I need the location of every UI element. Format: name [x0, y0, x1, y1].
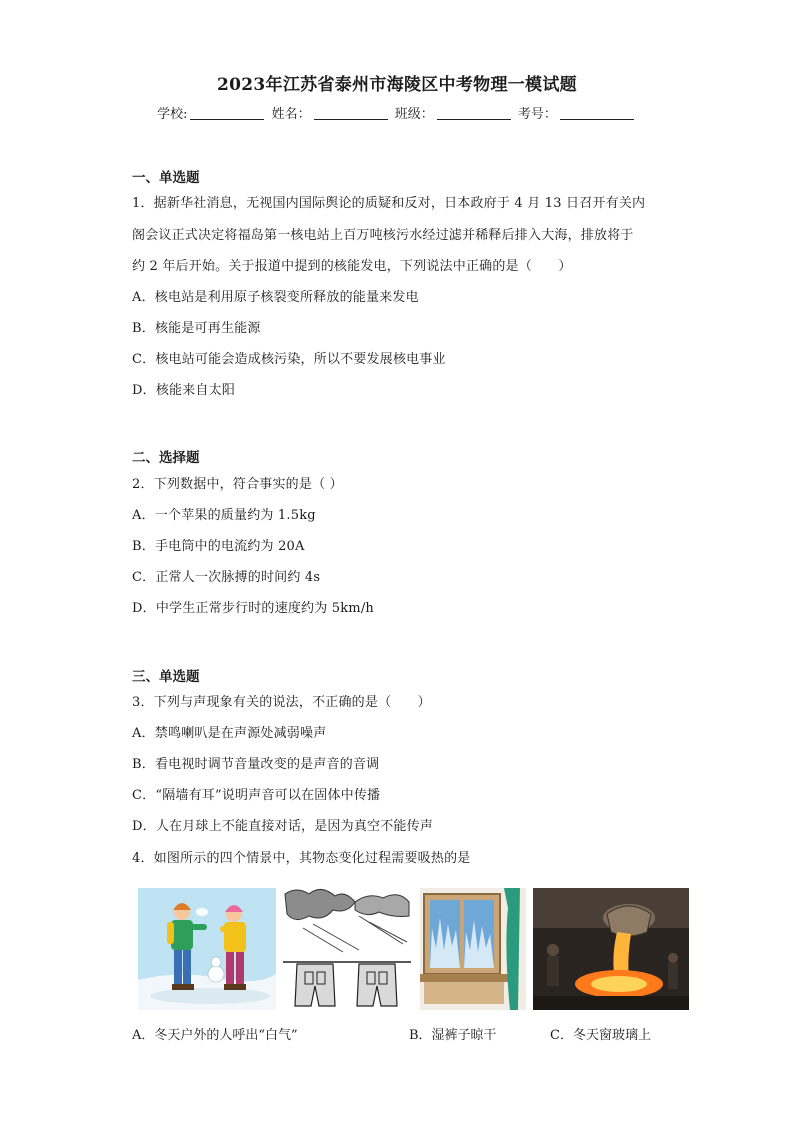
- q1-stem-line: 1．据新华社消息，无视国内国际舆论的质疑和反对，日本政府于 4 月 13 日召开有关内: [132, 196, 646, 211]
- q3-option-a: A．禁鸣喇叭是在声源处减弱噪声: [132, 726, 327, 741]
- q2-option-b: B．手电筒中的电流约为 20A: [132, 539, 305, 554]
- name-blank[interactable]: [314, 105, 388, 120]
- q4-stem: 4．如图所示的四个情景中，其物态变化过程需要吸热的是: [132, 851, 471, 866]
- figure-frosted-window: [420, 888, 526, 1010]
- figure-molten-metal: [533, 888, 689, 1010]
- section-heading: 三、单选题: [132, 669, 200, 685]
- q3-option-b: B．看电视时调节音量改变的是声音的音调: [132, 757, 380, 772]
- section-heading: 一、单选题: [132, 170, 200, 186]
- student-info-line: [0, 103, 794, 122]
- q2-option-c: C．正常人一次脉搏的时间约 4s: [132, 570, 321, 585]
- q4-figure-row: [0, 888, 794, 1010]
- q2-option-d: D．中学生正常步行时的速度约为 5km/h: [132, 601, 374, 616]
- name-label: 姓名：: [271, 107, 311, 122]
- q1-stem-line: 约 2 年后开始。关于报道中提到的核能发电，下列说法中正确的是（ ）: [132, 259, 572, 274]
- q2-stem: 2．下列数据中，符合事实的是（ ）: [132, 477, 343, 492]
- class-blank[interactable]: [437, 105, 511, 120]
- school-blank[interactable]: [190, 105, 264, 120]
- q4-caption-b: B．湿裤子晾干: [409, 1028, 497, 1043]
- section-heading: 二、选择题: [132, 450, 200, 466]
- page-title: 2023年江苏省泰州市海陵区中考物理一模试题: [217, 75, 577, 95]
- q1-stem-line: 阁会议正式决定将福岛第一核电站上百万吨核污水经过滤并稀释后排入大海，排放将于: [132, 228, 634, 243]
- q1-option-c: C．核电站可能会造成核污染，所以不要发展核电事业: [132, 352, 446, 367]
- q3-option-d: D．人在月球上不能直接对话，是因为真空不能传声: [132, 819, 434, 834]
- q1-option-a: A．核电站是利用原子核裂变所释放的能量来发电: [132, 290, 419, 305]
- school-label: 学校:: [157, 107, 188, 122]
- figure-children-in-snow: [138, 888, 276, 1010]
- q4-caption-c: C．冬天窗玻璃上: [550, 1028, 651, 1043]
- figure-wet-pants-drying: [283, 888, 411, 1010]
- q1-option-d: D．核能来自太阳: [132, 383, 236, 398]
- q3-option-c: C．“隔墙有耳”说明声音可以在固体中传播: [132, 788, 381, 803]
- q4-caption-a: A．冬天户外的人呼出“白气”: [132, 1028, 298, 1043]
- id-label: 考号：: [517, 107, 557, 122]
- q2-option-a: A．一个苹果的质量约为 1.5kg: [132, 508, 316, 523]
- q3-stem: 3．下列与声现象有关的说法，不正确的是（ ）: [132, 695, 431, 710]
- q1-option-b: B．核能是可再生能源: [132, 321, 261, 336]
- id-blank[interactable]: [560, 105, 634, 120]
- class-label: 班级：: [394, 107, 434, 122]
